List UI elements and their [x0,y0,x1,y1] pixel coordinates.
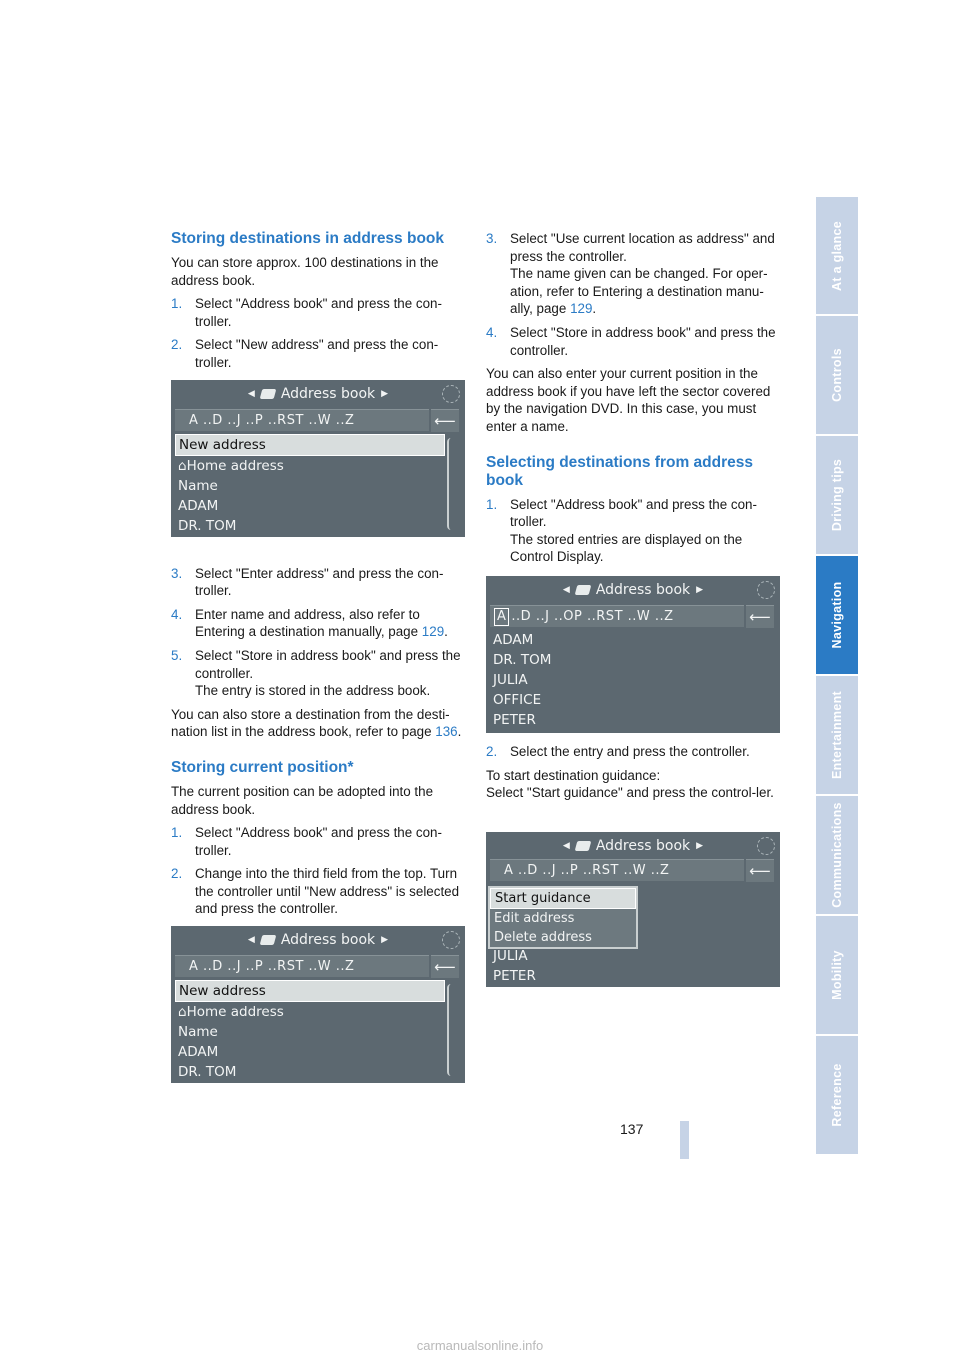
address-book-icon [259,935,276,945]
heading-selecting-destinations: Selecting destinations from address book [486,453,754,489]
list-item[interactable]: PETER [493,712,536,728]
left-arrow-icon: ◀ [247,935,255,945]
paragraph: To start destination guidance: [486,767,661,783]
list-item[interactable]: PETER [493,968,536,984]
list-item[interactable]: Name [178,478,218,494]
step: 2. Select "New address" and press the con-troller. [171,337,439,370]
left-arrow-icon: ◀ [562,841,570,851]
right-column [486,230,781,572]
list-item[interactable]: DR. TOM [178,518,237,534]
back-icon[interactable]: ⟵ [746,859,774,882]
back-icon[interactable]: ⟵ [746,605,774,628]
alphabet-bar[interactable]: A ..D ..J ..P ..RST ..W ..Z [175,955,429,977]
watermark: carmanualsonline.info [416,1338,544,1353]
tab-mobility[interactable]: Mobility [816,916,858,1034]
list-item[interactable]: JULIA [493,672,528,688]
tab-entertainment[interactable]: Entertainment [816,676,858,794]
tab-driving-tips[interactable]: Driving tips [816,436,858,554]
paragraph: The current position can be adopted into the address book. [171,783,434,817]
tab-reference[interactable]: Reference [816,1036,858,1154]
list-item[interactable]: DR. TOM [178,1064,237,1080]
alphabet-bar[interactable]: A ..D ..J ..OP ..RST ..W ..Z [490,605,744,627]
paragraph: You can also enter your current position in the address book if you have left the sector covered by the navigation DVD. In this case, you must enter a name. [486,366,771,434]
address-book-icon [574,585,591,595]
right-arrow-icon: ▶ [381,935,389,945]
control-display-screen [171,926,465,1083]
scrollbar[interactable] [447,984,459,1076]
step: 1. Select "Address book" and press the con-troller. [171,296,442,329]
screen-title: ◀ Address book ▶ [562,582,704,598]
list-item[interactable]: ⌂Home address [178,458,284,474]
address-list [175,980,445,1082]
menu-item-start-guidance[interactable]: Start guidance [490,888,636,909]
step: 2. Change into the third field from the top. Turn the controller until "New address" is selected and press the controller. [171,866,460,917]
paragraph: You can store approx. 100 destinations in the address book. [171,255,439,288]
alphabet-bar[interactable]: A ..D ..J ..P ..RST ..W ..Z [175,409,429,431]
section-tabs [816,197,858,1156]
left-arrow-icon: ◀ [562,585,570,595]
right-arrow-icon: ▶ [696,841,704,851]
control-display-screen [486,832,780,987]
controller-icon [442,385,460,403]
controller-icon [757,581,775,599]
heading-storing-destinations: Storing destinations in address book [171,230,445,247]
tab-navigation[interactable]: Navigation [816,556,858,674]
list-item[interactable]: Name [178,1024,218,1040]
step: 2. Select the entry and press the controller. [486,744,750,759]
step: 3. Select "Use current location as address" and press the controller. The name given can be changed. For oper-ation, refer to Entering a destination manu-ally, page 129. [486,231,775,317]
list-item[interactable]: ADAM [178,498,219,514]
list-item[interactable]: New address [175,980,445,1002]
page-link[interactable]: 129 [421,624,445,640]
address-list [175,434,445,536]
page-number: 137 [620,1121,644,1137]
right-arrow-icon: ▶ [696,585,704,595]
left-arrow-icon: ◀ [247,389,255,399]
list-item[interactable]: OFFICE [493,692,542,708]
list-item[interactable]: DR. TOM [493,652,552,668]
back-icon[interactable]: ⟵ [431,409,459,432]
tab-at-a-glance[interactable]: At a glance [816,197,858,314]
paragraph: Select "Start guidance" and press the control-ler. [486,785,774,801]
step: 5. Select "Store in address book" and press the controller. The entry is stored in the address book. [171,647,461,699]
list-item[interactable]: ADAM [493,632,534,648]
heading-storing-current-position: Storing current position* [171,758,354,776]
back-icon[interactable]: ⟵ [431,955,459,978]
scrollbar[interactable] [447,438,459,530]
right-arrow-icon: ▶ [381,389,389,399]
alphabet-cursor[interactable]: A [494,608,509,626]
page-marker [680,1121,689,1159]
address-list [490,630,760,730]
list-item[interactable]: New address [175,434,445,456]
left-column [171,230,466,924]
address-book-icon [259,389,276,399]
list-item[interactable]: ADAM [178,1044,219,1060]
screen-title: ◀ Address book ▶ [247,386,389,402]
page-link[interactable]: 136 [435,724,458,740]
step: 3. Select "Enter address" and press the con-troller. [171,565,444,599]
list-item[interactable]: JULIA [493,948,528,964]
control-display-screen [486,576,780,733]
page-link[interactable]: 129 [570,301,593,317]
list-item[interactable]: ⌂Home address [178,1004,284,1020]
step: 1. Select "Address book" and press the con-troller. [171,825,442,858]
address-list [490,946,760,986]
step: 4. Enter name and address, also refer to Entering a destination manually, page 129. [171,606,448,640]
menu-item-edit-address[interactable]: Edit address [494,911,575,926]
screen-title: ◀ Address book ▶ [562,838,704,854]
menu-item-delete-address[interactable]: Delete address [494,930,592,945]
paragraph: You can also store a destination from the desti-nation list in the address book, refer to page 136. [171,706,462,740]
screen-title: ◀ Address book ▶ [247,932,389,948]
address-book-icon [574,841,591,851]
step: 1. Select "Address book" and press the con-troller. The stored entries are displayed on the Control Display. [486,496,757,565]
alphabet-bar[interactable]: A ..D ..J ..P ..RST ..W ..Z [490,859,744,881]
entry-menu [488,886,638,949]
right-column-lower [486,743,781,808]
tab-controls[interactable]: Controls [816,316,858,434]
controller-icon [442,931,460,949]
control-display-screen [171,380,465,537]
step: 4. Select "Store in address book" and press the controller. [486,324,776,358]
tab-communications[interactable]: Communications [816,796,858,914]
controller-icon [757,837,775,855]
